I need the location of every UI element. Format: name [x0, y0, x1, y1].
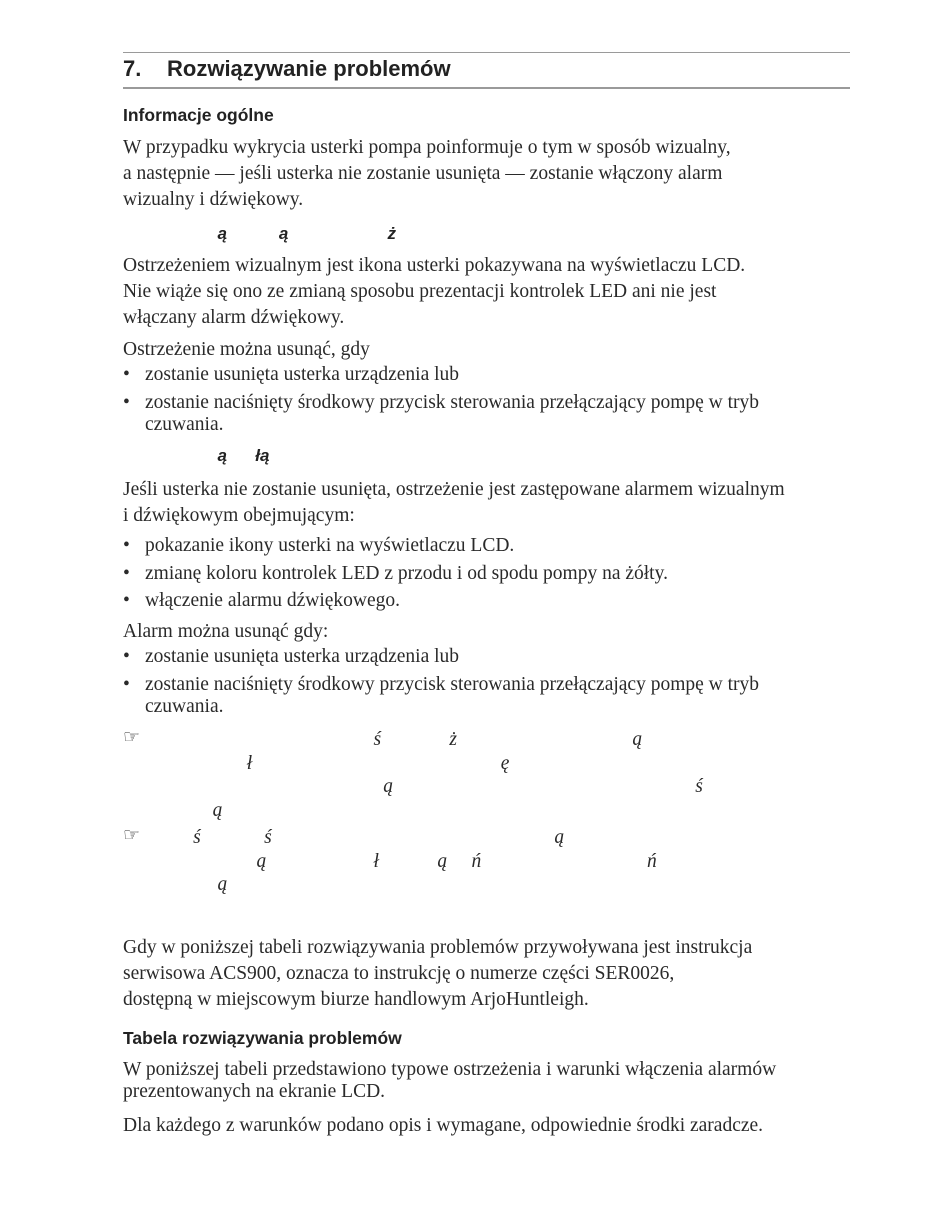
list-item: • zostanie usunięta usterka urządzenia lub [123, 646, 850, 669]
alarm-items-list [123, 535, 850, 613]
service-line: dostępną w miejscowym biurze handlowym ArjoHuntleigh. [123, 989, 589, 1010]
warning-subheading: ą ą ż [123, 224, 397, 243]
table-intro-line: prezentowanych na ekranie LCD. [123, 1081, 386, 1102]
alarm-line: Jeśli usterka nie zostanie usunięta, ostrzeżenie jest zastępowane alarmem wizualnym [123, 479, 785, 500]
service-manual-paragraph [123, 935, 850, 1013]
chapter-number: 7. [123, 56, 142, 81]
chapter-top-rule [123, 52, 850, 53]
alarm-clear-intro: Alarm można usunąć gdy: [123, 621, 329, 642]
warning-paragraph [123, 253, 850, 331]
chapter-heading [123, 56, 451, 82]
troubleshooting-table-heading: Tabela rozwiązywania problemów [123, 1028, 402, 1048]
general-info-line: wizualny i dźwiękowy. [123, 189, 304, 210]
note-1: ☞ ś ż ą ł ę ą ś ą [123, 726, 703, 821]
warning-line: Nie wiąże się ono ze zmianą sposobu prezentacji kontrolek LED ani nie jest [123, 281, 717, 302]
chapter-bottom-rule [123, 87, 850, 89]
service-line: serwisowa ACS900, oznacza to instrukcję o numerze części SER0026, [123, 963, 675, 984]
list-item: • włączenie alarmu dźwiękowego. [123, 590, 850, 613]
alarm-clear-list [123, 646, 850, 719]
chapter-title: Rozwiązywanie problemów [167, 56, 451, 81]
list-item: • zmianę koloru kontrolek LED z przodu i od spodu pompy na żółty. [123, 563, 850, 586]
table-intro-paragraph [123, 1059, 850, 1103]
alarm-line: i dźwiękowym obejmującym: [123, 505, 355, 526]
warning-line: Ostrzeżeniem wizualnym jest ikona usterki pokazywana na wyświetlaczu LCD. [123, 255, 746, 276]
warning-clear-list [123, 364, 850, 437]
note-2: ☞ ś ś ą ą ł ą ń ń ą [123, 824, 657, 895]
list-item: • pokazanie ikony usterki na wyświetlaczu LCD. [123, 535, 850, 558]
alarm-subheading: ą łą [123, 446, 270, 465]
pointing-hand-icon: ☞ [123, 824, 141, 846]
table-description-paragraph: Dla każdego z warunków podano opis i wymagane, odpowiednie środki zaradcze. [123, 1115, 764, 1136]
general-info-paragraph [123, 135, 850, 213]
general-info-heading: Informacje ogólne [123, 105, 274, 125]
table-intro-line: W poniższej tabeli przedstawiono typowe ostrzeżenia i warunki włączenia alarmów [123, 1059, 777, 1080]
warning-clear-intro: Ostrzeżenie można usunąć, gdy [123, 339, 370, 360]
alarm-paragraph [123, 477, 850, 529]
pointing-hand-icon: ☞ [123, 726, 141, 748]
list-item: • zostanie naciśnięty środkowy przycisk sterowania przełączający pompę w tryb czuwania. [123, 674, 850, 719]
general-info-line: a następnie — jeśli usterka nie zostanie usunięta — zostanie włączony alarm [123, 163, 723, 184]
list-item: • zostanie usunięta usterka urządzenia lub [123, 364, 850, 387]
list-item: • zostanie naciśnięty środkowy przycisk sterowania przełączający pompę w tryb czuwania. [123, 392, 850, 437]
general-info-line: W przypadku wykrycia usterki pompa poinformuje o tym w sposób wizualny, [123, 137, 731, 158]
warning-line: włączany alarm dźwiękowy. [123, 307, 345, 328]
service-line: Gdy w poniższej tabeli rozwiązywania problemów przywoływana jest instrukcja [123, 937, 753, 958]
